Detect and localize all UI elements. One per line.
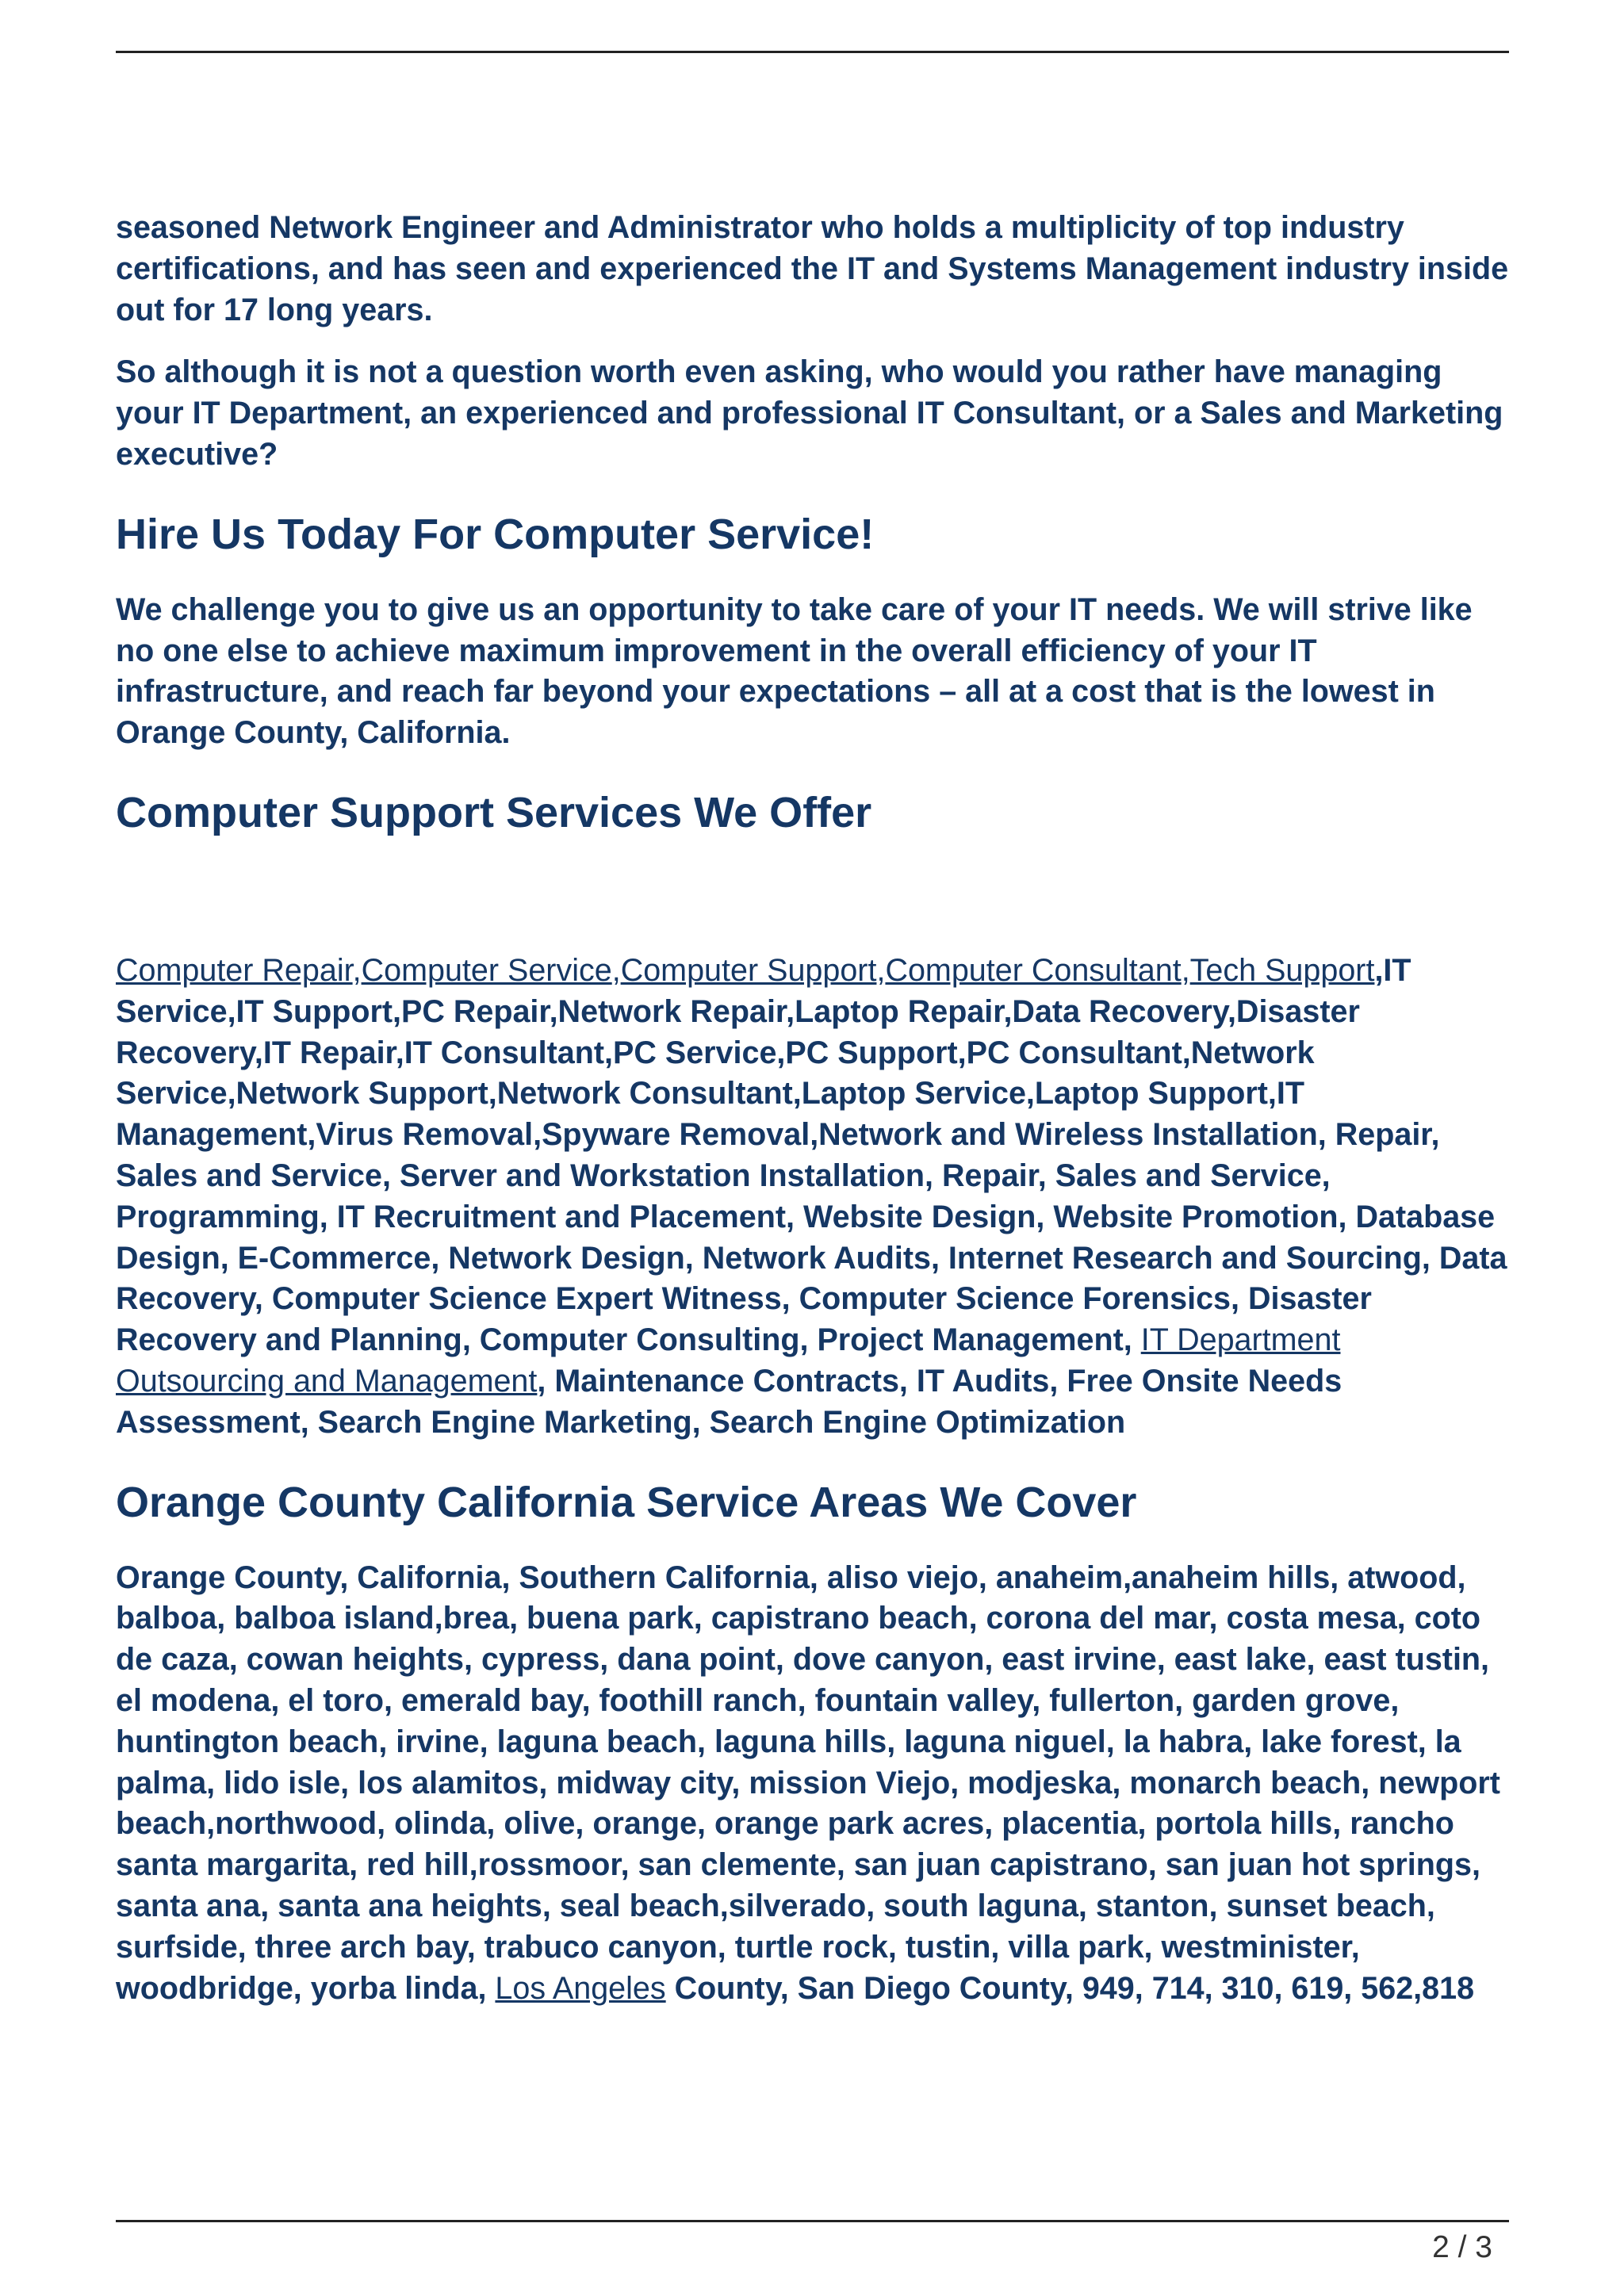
services-text: ,IT Service,IT Support,PC Repair,Network Repair,Laptop Repair,Data Recovery,Disaster Recovery,IT Repair,IT Consultant,PC Service,PC Support,PC Consultant,Network Service,Network Support,Network Consultant,Laptop Service,Laptop Support,IT Management,Virus Removal,Spyware Removal,Network and Wireless Installation, Repair, Sales and Service, Server and Workstation Installation, Repair, Sales and Service, Programming, IT Recruitment and Placement, Website Design, Website Promotion, Database Design, E-Commerce, Network Design, Network Audits, Internet Research and Sourcing, Data Recovery, Computer Science Expert Witness, Computer Science Forensics, Disaster Recovery and Planning, Computer Consulting, Project Management,	[116, 952, 1507, 1358]
link-separator[interactable]: ,	[611, 952, 621, 988]
it-outsourcing-link[interactable]: IT Department Outsourcing and Management	[116, 1322, 1341, 1399]
header-divider	[116, 51, 1509, 53]
hire-heading: Hire Us Today For Computer Service!	[116, 510, 875, 558]
services-list	[116, 951, 1509, 1444]
computer-support-link[interactable]: Computer Support	[620, 952, 877, 988]
hire-paragraph: We challenge you to give us an opportunity to take care of your IT needs. We will strive like no one else to achieve maximum improvement in the overall efficiency of your IT infrastructure, and reach far beyond your expectations – all at a cost that is the lowest in Orange County, California.	[116, 591, 1473, 751]
link-separator[interactable]: ,	[352, 952, 362, 988]
computer-repair-link[interactable]: Computer Repair	[116, 952, 353, 988]
areas-heading: Orange County California Service Areas We Cover	[116, 1478, 1137, 1526]
areas-list	[116, 1558, 1509, 2010]
areas-text-end: County, San Diego County, 949, 714, 310, 619, 562,818	[665, 1970, 1475, 2006]
image-spacer	[116, 868, 1509, 951]
intro-paragraph-2: So although it is not a question worth even asking, who would you rather have managing your IT Department, an experienced and professional IT Consultant, or a Sales and Marketing executive?	[116, 354, 1503, 472]
intro-paragraph-1: seasoned Network Engineer and Administrator who holds a multiplicity of top industry certifications, and has seen and experienced the IT and Systems Management industry inside out for 17 long years.	[116, 210, 1509, 327]
computer-service-link[interactable]: Computer Service	[361, 952, 612, 988]
computer-consultant-link[interactable]: Computer Consultant	[885, 952, 1182, 988]
link-separator[interactable]: ,	[876, 952, 886, 988]
footer-divider	[116, 2220, 1509, 2222]
page-number: 2 / 3	[1432, 2230, 1492, 2264]
areas-text: Orange County, California, Southern California, aliso viejo, anaheim,anaheim hills, atwood, balboa, balboa island,brea, buena park, capistrano beach, corona del mar, costa mesa, coto de caza, cowan heights, cypress, dana point, dove canyon, east irvine, east lake, east tustin, el modena, el toro, emerald bay, foothill ranch, fountain valley, fullerton, garden grove, huntington beach, irvine, laguna beach, laguna hills, laguna niguel, la habra, lake forest, la palma, lido isle, los alamitos, midway city, mission Viejo, modjeska, monarch beach, newport beach,northwood, olinda, olive, orange, orange park acres, placentia, portola hills, rancho santa margarita, red hill,rossmoor, san clemente, san juan capistrano, san juan hot springs, santa ana, santa ana heights, seal beach,silverado, south laguna, stanton, sunset beach, surfside, three arch bay, trabuco canyon, turtle rock, tustin, villa park, westminister, woodbridge, yorba linda,	[116, 1559, 1500, 2006]
link-separator[interactable]: ,	[1181, 952, 1190, 988]
services-heading: Computer Support Services We Offer	[116, 788, 872, 836]
page-content	[116, 208, 1509, 2030]
services-text-end: , Maintenance Contracts, IT Audits, Free Onsite Needs Assessment, Search Engine Marketing, Search Engine Optimization	[116, 1363, 1342, 1440]
los-angeles-link[interactable]: Los Angeles	[495, 1970, 666, 2006]
tech-support-link[interactable]: Tech Support	[1189, 952, 1375, 988]
